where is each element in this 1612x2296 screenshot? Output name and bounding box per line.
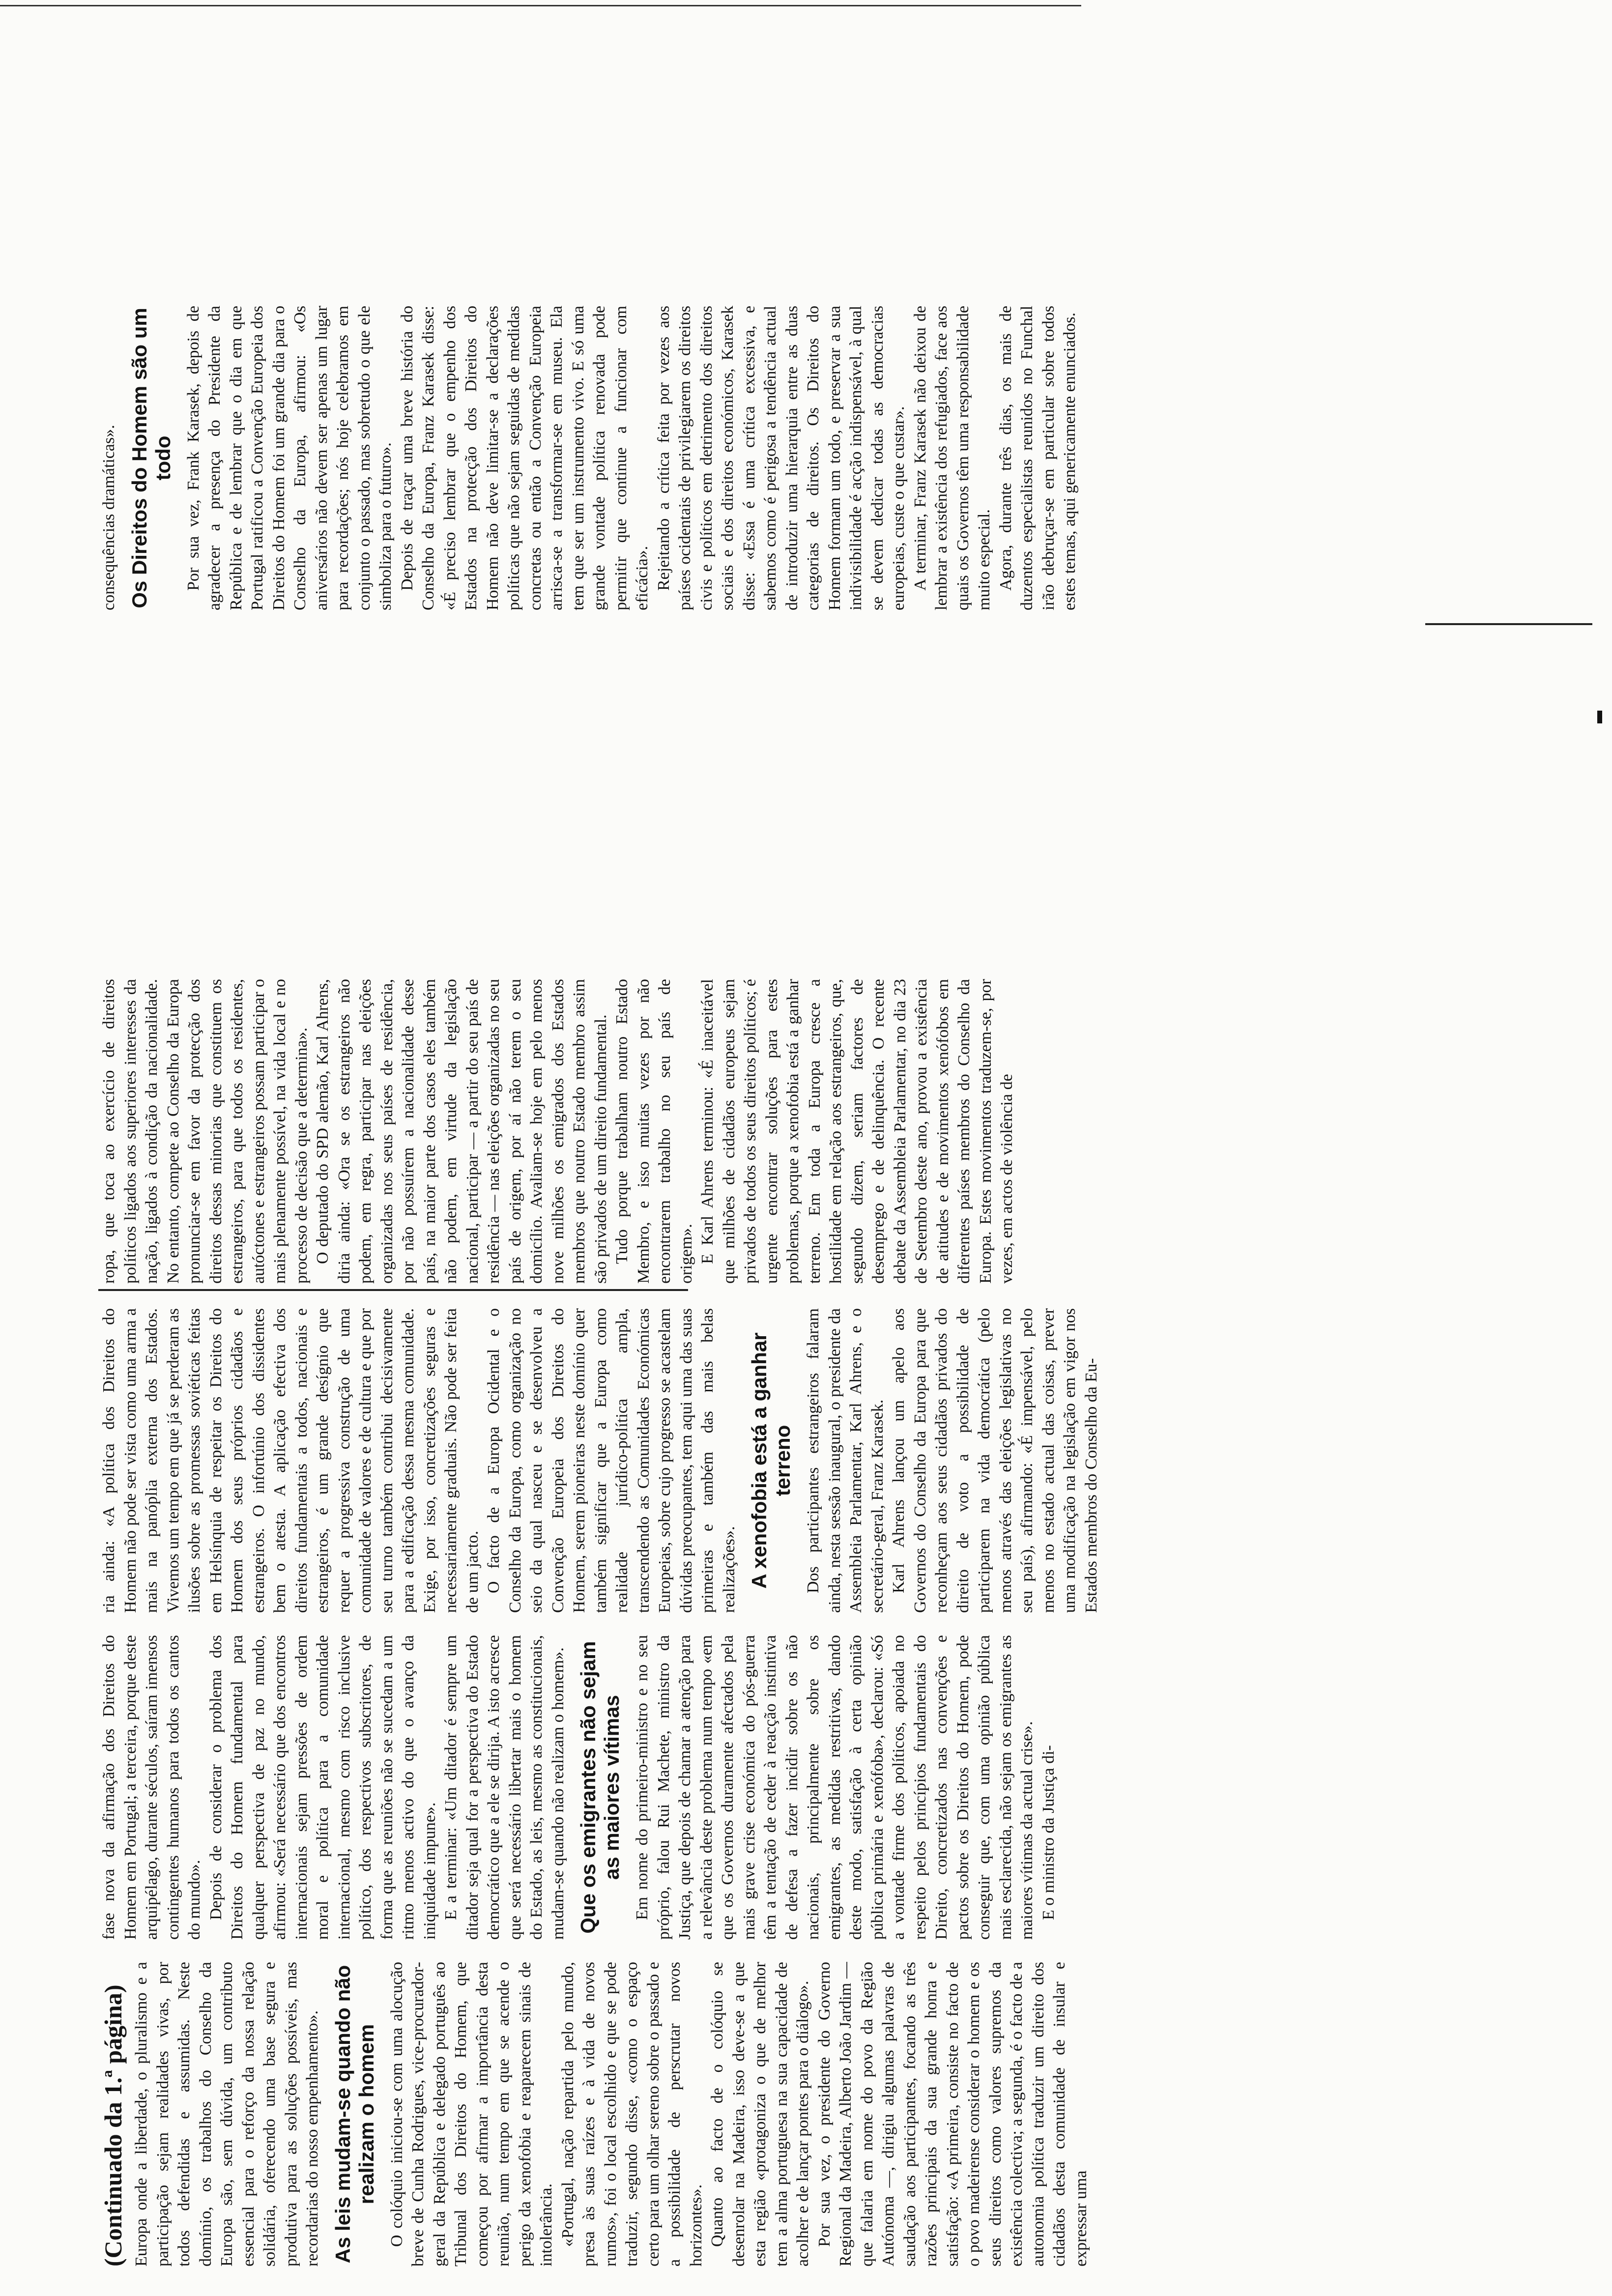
paragraph: O facto de a Europa Ocidental e o Conselho da Europa, como organização no seio da qual nasceu e se desenvolveu a Convenção Europeia dos Direitos do Homem, serem pioneiras neste domínio quer também significar que a Europa como realidade jurídico-política ampla, transcendendo as Comunidades Económicas Europeias, sobre cujo progresso se acastelam dúvidas preocupantes, tem aqui uma das suas primeiras e também das mais belas realizações». bbox=[485, 1308, 738, 1613]
column-4 bbox=[98, 979, 1563, 1284]
scan-mark bbox=[1597, 711, 1602, 723]
subheading: As leis mudam-se quando não realizam o homem bbox=[331, 1965, 378, 2264]
paragraph: Por sua vez, o presidente do Governo Regional da Madeira, Alberto João Jardim — que falaria em nome do povo da Região Autónoma —, dirigiu algumas palavras de saudação aos participantes, focando as três razões principais da sua grande honra e satisfação: «A primeira, consiste no facto de o povo madeirense considerar o homem e os seus direitos como valores supremos da existência colectiva; a segunda, é o facto de a autonomia política traduzir um direito dos cidadãos desta comunidade de insular e expressar uma bbox=[815, 1962, 1090, 2267]
paragraph: Em nome do primeiro-ministro e no seu próprio, falou Rui Machete, ministro da Justiça, que depois de chamar a atenção para a relevância deste problema num tempo «em que os Governos duramente afectados pela mais grave crise económica do pós-guerra têm a tentação de ceder à reacção instintiva de defesa a fazer incidir sobre os não nacionais, principalmente sobre os emigrantes, as medidas restritivas, dando deste modo, satisfação à certa opinião pública primária e xenófoba», declarou: «Só a vontade firme dos políticos, apoiada no respeito pelos princípios fundamentais do Direito, concretizados nas convenções e pactos sobre os Direitos do Homem, pode conseguir que, com uma opinião pública mais esclarecida, não sejam os emigrantes as maiores vítimas da actual crise». bbox=[633, 1635, 1036, 1940]
column-2 bbox=[98, 1635, 1563, 1940]
paragraph: Dos participantes estrangeiros falaram ainda, nesta sessão inaugural, o presidente da Assembleia Parlamentar, Karl Ahrens, e o secretário-geral, Franz Karasek. bbox=[804, 1308, 887, 1613]
paragraph: Por sua vez, Frank Karasek, depois de agradecer a presença do Presidente da República e de lembrar que o dia em que Portugal ratificou a Convenção Europeia dos Direitos do Homem foi um grande dia para o Conselho da Europa, afirmou: «Os aniversários não devem ser apenas um lugar para recordações; nós hoje celebramos em conjunto o passado, mas sobretudo o que ele simboliza para o futuro». bbox=[184, 306, 395, 610]
paragraph: Rejeitando a crítica feita por vezes aos países ocidentais de privilegiarem os direitos civis e políticos em detrimento dos direitos sociais e dos direitos económicos, Karasek disse: «Essa é uma crítica excessiva, e sabemos como é perigosa a tendência actual de introduzir uma hierarquia entre as duas categorias de direitos. Os Direitos do Homem formam um todo, e preservar a sua indivisibilidade é acção indispensável, à qual se devem dedicar todas as democracias europeias, custe o que custar». bbox=[654, 306, 908, 610]
paragraph: Depois de traçar uma breve história do Conselho da Europa, Franz Karasek disse: «É preciso lembrar que o empenho dos Estados na protecção dos Direitos do Homem não deve limitar-se a declarações políticas que não sejam seguidas de medidas concretas ou então a Convenção Europeia arrisca-se a transformar-se em museu. Ela tem que ser um instrumento vivo. E só uma grande vontade política renovada pode permitir que continue a funcionar com eficácia». bbox=[398, 306, 651, 610]
paragraph: Depois de considerar o problema dos Direitos do Homem fundamental para qualquer perspectiva de paz no mundo, afirmou: «Será necessário que dos encontros internacionais sejam pressões de ordem moral e política para a comunidade internacional, mesmo com risco inclusive político, dos respectivos subscritores, de forma que as reuniões não se sucedam a um ritmo menos activo do que o avanço da iniquidade impune». bbox=[206, 1635, 439, 1940]
paragraph: Tudo porque trabalham noutro Estado Membro, e isso muitas vezes por não encontrarem trabalho no seu país de origem». bbox=[613, 979, 695, 1284]
paragraph: Europa onde a liberdade, o pluralismo e a participação sejam realidades vivas, por todos defendidas e assumidas. Neste domínio, os trabalhos do Conselho da Europa são, sem dúvida, um contributo essencial para o reforço da nossa relação solidária, oferecendo uma base segura e produtiva para as soluções possíveis, mas recordarias do nosso empenhamento». bbox=[132, 1962, 321, 2267]
paragraph: ropa, que toca ao exercício de direitos políticos ligados aos superiores interesses da nação, ligados à condição da nacionalidade. No entanto, compete ao Conselho da Europa pronunciar-se em favor da protecção dos direitos dessas minorias que constituem os estrangeiros, para que todos os residentes, autóctones e estrangeiros possam participar o mais plenamente possível, na vida local e no processo de decisão que a determina». bbox=[100, 979, 311, 1284]
continuation-kicker: (Continuado da 1.ª página) bbox=[99, 1984, 127, 2267]
paragraph: O colóquio iniciou-se com uma alocução breve de Cunha Rodrigues, vice-procurador-geral da República e delegado português ao Tribunal dos Direitos do Homem, que começou por afirmar a importância desta reunião, num tempo em que se acende o perigo da xenofobia e reaparecem sinais de intolerância. bbox=[387, 1962, 555, 2267]
paragraph: «Portugal, nação repartida pelo mundo, presa às suas raízes e à vida de novos rumos», foi o local escolhido e que se pode traduzir, segundo disse, «como o espaço certo para um olhar sereno sobre o passado e a possibilidade de perscrutar novos horizontes». bbox=[558, 1962, 705, 2267]
paragraph: E a terminar: «Um ditador é sempre um ditador seja qual for a perspectiva do Estado democrático que a ele se dirija. A isto acresce que será necessário libertar mais o homem do Estado, as leis, mesmo as constitucionais, mudam-se quando não realizam o homem». bbox=[442, 1635, 567, 1940]
paragraph: O deputado do SPD alemão, Karl Ahrens, diria ainda: «Ora se os estrangeiros não podem, em regra, participar nas eleições organizadas nos seus países de residência, por não possuírem a nacionalidade desse país, na maior parte dos casos eles também não podem, em virtude da legislação nacional, participar — a partir do seu país de residência — nas eleições organizadas no seu país de origem, por aí não terem o seu domicílio. Avaliam-se hoje em pelo menos nove milhões os emigrados dos Estados membros que noutro Estado membro assim são privados de um direito fundamental. bbox=[314, 979, 610, 1284]
column-rule bbox=[98, 1289, 688, 1291]
paragraph: A terminar, Franz Karasek não deixou de lembrar a existência dos refugiados, face aos quais os Governos têm uma responsabilidade muito especial. bbox=[911, 306, 993, 610]
paragraph: Quanto ao facto de o colóquio se desenrolar na Madeira, isso deve-se a que esta região «protagoniza o que de melhor tem a alma portuguesa na sua capacidade de acolher e de lançar pontes para o diálogo». bbox=[708, 1962, 812, 2267]
paragraph: Karl Ahrens lançou um apelo aos Governos do Conselho da Europa para que reconheçam aos seus cidadãos privados do direito de voto a possibilidade de participarem na vida democrática (pelo menos através das eleições legislativas no seu país), afirmando: «É impensável, pelo menos no estado actual das coisas, prever uma modificação na legislação em vigor nos Estados membros do Conselho da Eu- bbox=[890, 1308, 1100, 1613]
paragraph: ria ainda: «A política dos Direitos do Homem não pode ser vista como uma arma a mais na panóplia externa dos Estados. Vivemos um tempo em que já se perderam as ilusões sobre as promessas soviéticas feitas em Helsínquia de respeitar os Direitos do Homem dos seus próprios cidadãos e estrangeiros. O infortúnio dos dissidentes bem o atesta. A aplicação efectiva dos direitos fundamentais a todos, nacionais e estrangeiros, é um grande desígnio que requer a progressiva construção de uma comunidade de valores e de cultura e que por seu turno também contribui decisivamente para a edificação dessa mesma comunidade. Exige, por isso, concretizações seguras e necessariamente graduais. Não pode ser feita de um jacto. bbox=[100, 1308, 482, 1613]
paragraph: consequências dramáticas». bbox=[100, 425, 118, 610]
subheading: Que os emigrantes não sejam as maiores vítimas bbox=[576, 1641, 623, 1934]
paragraph: E o ministro da Justiça di- bbox=[1039, 1745, 1058, 1920]
subheading: A xenofobia está a ganhar terreno bbox=[748, 1332, 794, 1589]
paragraph: fase nova da afirmação dos Direitos do Homem em Portugal; a terceira, porque deste arquipélago, durante séculos, saíram imensos contingentes humanos para todos os cantos do mundo». bbox=[100, 1635, 203, 1940]
column-5 bbox=[98, 306, 1563, 610]
column-rule bbox=[1425, 623, 1592, 625]
paragraph: E Karl Ahrens terminou: «É inaceitável que milhões de cidadãos europeus sejam privados de todos os seus direitos políticos; é urgente encontrar soluções para estes problemas, porque a xenofobia está a ganhar terreno. Em toda a Europa cresce a hostilidade em relação aos estrangeiros, que, segundo dizem, seriam factores de desemprego e de delinquência. O recente debate da Assembleia Parlamentar, no dia 23 de Setembro deste ano, provou a existência de atitudes e de movimentos xenófobos em diferentes países membros do Conselho da Europa. Estes movimentos traduzem-se, por vezes, em actos de violência de bbox=[698, 979, 1016, 1284]
column-1 bbox=[98, 1962, 1563, 2267]
subheading: Os Direitos do Homem são um todo bbox=[127, 308, 174, 608]
paragraph: Agora, durante três dias, os mais de duzentos especialistas reunidos no Funchal irão debruçar-se em particular sobre todos estes temas, aqui genericamente enunciados. bbox=[996, 306, 1079, 610]
column-3 bbox=[98, 1308, 1563, 1613]
